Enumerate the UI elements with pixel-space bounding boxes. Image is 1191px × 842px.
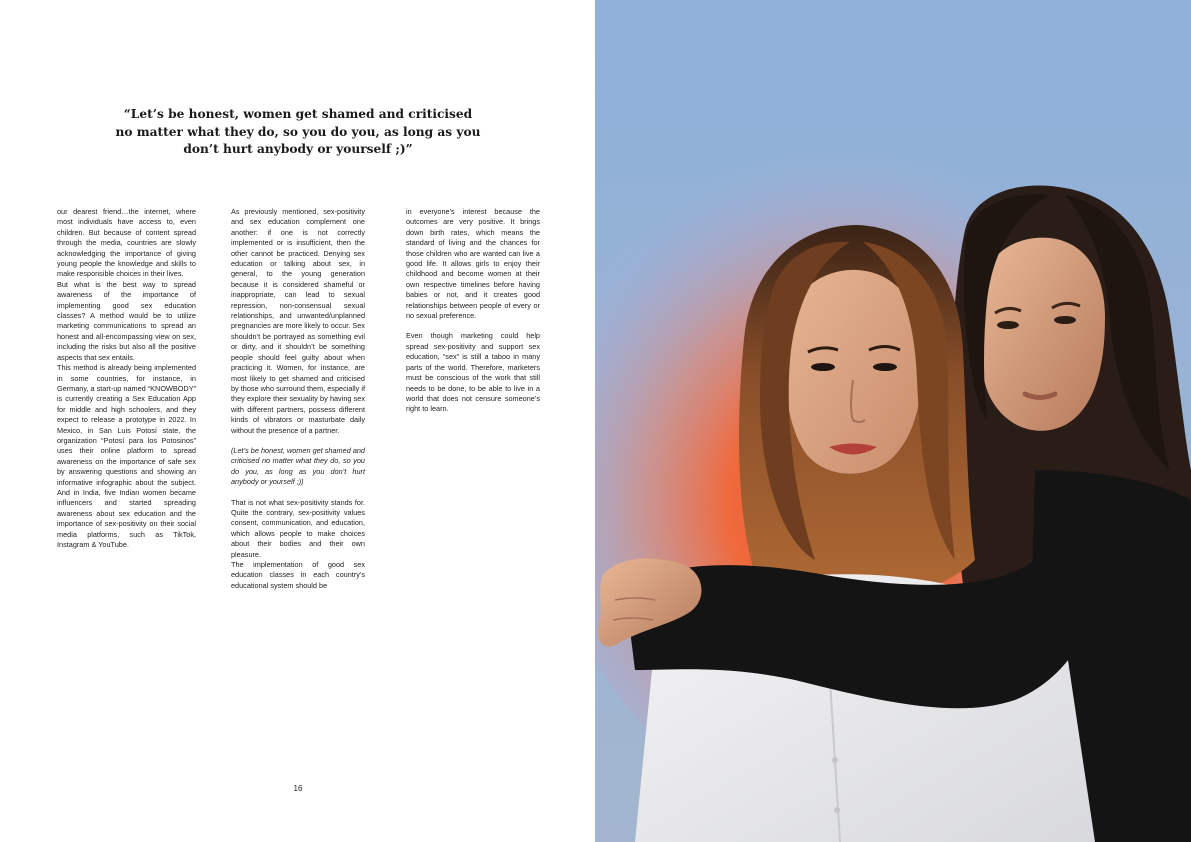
paragraph: But what is the best way to spread awareness of the importance of implementing good sex education classes? A method would be to utilize marketing communications to spread an honest and all-encompassing view on sex, including the risks but also all the positive aspects that sex entails. [57,279,196,362]
portrait-illustration [595,0,1191,842]
page-number: 16 [293,784,303,793]
pull-quote: “Let’s be honest, women get shamed and criticised no matter what they do, so you do you, as long as you don’t hurt anybody or yourself ;)” [115,107,481,156]
paragraph: That is not what sex-positivity stands for. Quite the contrary, sex-positivity values consent, communication, and education, which allows people to make choices about their bodies and their own pleasure. [231,497,365,559]
text-page [0,0,595,842]
italic-quote-paragraph: (Let’s be honest, women get shamed and criticised no matter what they do, so you do you, as long as you don’t hurt anybody or yourself ;)) [231,445,365,487]
paragraph: Even though marketing could help spread sex-positivity and support sex education, “sex” is still a taboo in many parts of the world. Therefore, marketers must be conscious of the work that still needs to be done, to be able to live in a world that does not censure someone’s right to learn. [406,331,540,414]
paragraph: This method is already being implemented in some countries, for instance, in Germany, a start-up named “KNOWBODY” is currently creating a Sex Education App for middle and high schoolers, and they expect to release a prototype in 2022. In Mexico, in San Luis Potosí state, the organization “Potosí para los Potosinos” uses their online platform to spread awareness on the importance of safe sex by answering questions and showing an informative infographic about the subject. And in India, five Indian women became influencers and started spreading awareness about sex education and the importance of sex-positivity on their social media platforms, such as TikTok, Instagram & YouTube. [57,363,196,549]
paragraph: The implementation of good sex education classes in each country’s educational system should be [231,560,365,590]
portrait-photo [595,0,1191,842]
text-column-1 [57,207,196,550]
paragraph: in everyone’s interest because the outcomes are very positive. It brings down birth rates, which means the standard of living and the chances for those children who are wanted can live a good life. It allows girls to enjoy their childhood and become women at their own respective timelines before having babies or not, and it creates good relationships between people of every or no sexual preference. [406,207,540,321]
paragraph: As previously mentioned, sex-positivity and sex education complement one another: if one is not correctly implemented or is insufficient, then the other cannot be practiced. Denying sex education or talking about sex, in general, to the young generation because it is considered shameful or inappropriate, can lead to sexual repression, non-consensual sexual relationships, and unwanted/unplanned pregnancies are more likely to occur. Sex shouldn’t be portrayed as something evil or dirty, and it shouldn’t be something people should feel guilty about when practicing it. Women, for instance, are most likely to get shamed and criticised by those who surround them, especially if they explore their sexuality by having sex with different partners, possess different kinds of vibrators or masturbate daily without the presence of a partner. [231,207,365,435]
text-column-2 [231,207,365,591]
paragraph: our dearest friend…the internet, where most individuals have access to, even children. But because of content spread through the media, countries are slowly acknowledging the importance of giving young people the knowledge and skills to make responsible choices in their lives. [57,207,196,279]
text-column-3 [406,207,540,415]
